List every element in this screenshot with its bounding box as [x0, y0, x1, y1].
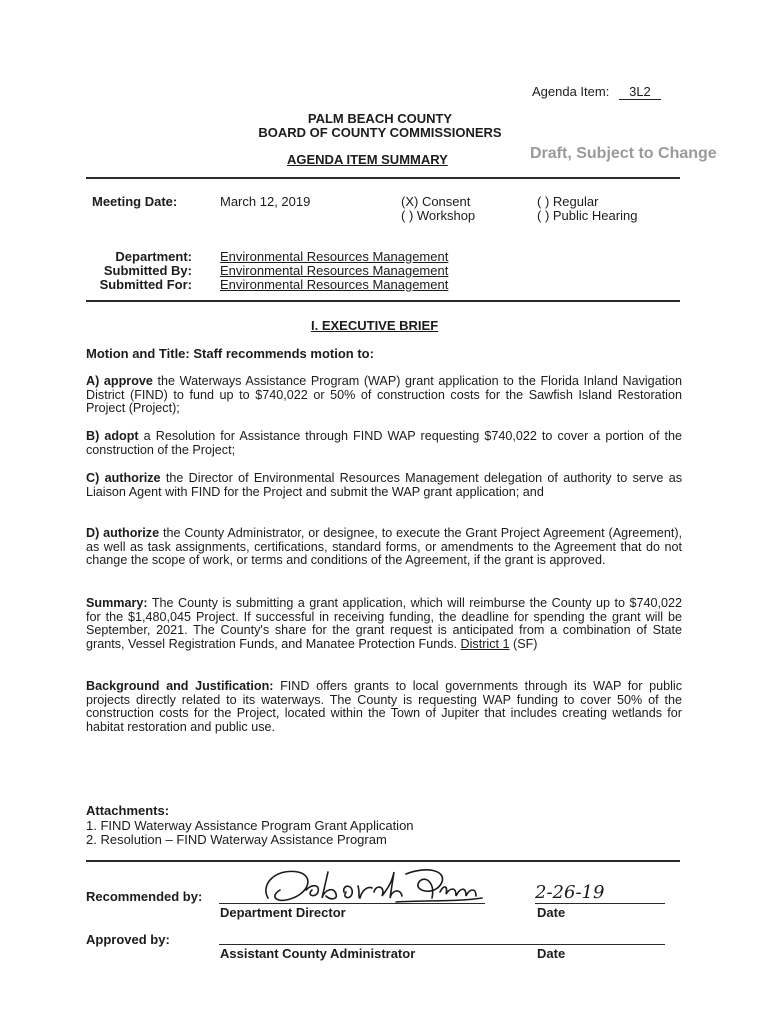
handwritten-signature	[246, 862, 486, 910]
summary-paragraph: Summary: The County is submitting a grant application, which will reimburse the County up to $740,022 for the $1,480,045 Project. If successful in receiving funding, the deadline for spending the grant will be September, 2021. The County's share for the grant request is anticipated from a combination of State grants, Vessel Registration Funds, and Manatee Protection Funds. District 1 (SF)	[86, 596, 682, 651]
director-date-value: 2-26-19	[535, 882, 605, 903]
assistant-admin-label: Assistant County Administrator	[220, 946, 416, 961]
district-link: District 1	[460, 636, 510, 651]
motion-c: C) authorize the Director of Environmental Resources Management delegation of authority to serve as Liaison Agent with FIND for the Project and submit the WAP grant application; and	[86, 471, 682, 499]
submitted-for-label: Submitted For:	[99, 277, 192, 292]
submitted-by-value: Environmental Resources Management	[220, 263, 449, 278]
director-date-line	[535, 903, 665, 904]
meeting-date-label: Meeting Date:	[92, 194, 178, 209]
agenda-item-label: Agenda Item:	[532, 84, 610, 99]
motion-a: A) approve the Waterways Assistance Program (WAP) grant application to the Florida Inland Navigation District (FIND) to fund up to $740,022 or 50% of construction costs for the Sawfish Island Restoration Project (Project);	[86, 374, 682, 416]
department-label: Department:	[115, 249, 192, 264]
regular-option: ( ) Regular	[537, 194, 599, 209]
agenda-item-number: 3L2	[619, 84, 661, 100]
submitted-by-label: Submitted By:	[103, 263, 192, 278]
department-director-label: Department Director	[220, 905, 346, 920]
admin-date-label: Date	[537, 946, 566, 961]
attachments-title: Attachments:	[86, 803, 170, 818]
public-hearing-option: ( ) Public Hearing	[537, 208, 638, 223]
approved-by-label: Approved by:	[86, 932, 170, 947]
motion-b: B) adopt a Resolution for Assistance through FIND WAP requesting $740,022 to cover a portion of the construction of the Project;	[86, 429, 682, 457]
background-paragraph: Background and Justification: FIND offers grants to local governments through its WAP for public projects directly related to its waterways. The County is requesting WAP funding to cover 50% of the construction costs for the Project, located within the Town of Jupiter that includes creating wetlands for habitat restoration and public use.	[86, 679, 682, 734]
divider	[86, 177, 680, 179]
attachment-item: 1. FIND Waterway Assistance Program Grant Application	[86, 818, 414, 833]
consent-option: (X) Consent	[401, 194, 471, 209]
board-name: BOARD OF COUNTY COMMISSIONERS	[258, 125, 502, 140]
director-date-label: Date	[537, 905, 566, 920]
submitted-for-value: Environmental Resources Management	[220, 277, 449, 292]
workshop-option: ( ) Workshop	[401, 208, 476, 223]
draft-stamp: Draft, Subject to Change	[530, 145, 717, 162]
summary-title: AGENDA ITEM SUMMARY	[287, 152, 448, 167]
agenda-item	[532, 84, 661, 100]
admin-signature-line	[219, 944, 665, 945]
executive-brief-title: I. EXECUTIVE BRIEF	[311, 318, 439, 333]
meeting-date-value: March 12, 2019	[220, 194, 311, 209]
recommended-by-label: Recommended by:	[86, 889, 203, 904]
county-name: PALM BEACH COUNTY	[307, 111, 453, 126]
motion-title: Motion and Title: Staff recommends motion to:	[86, 346, 374, 361]
divider	[86, 300, 680, 302]
motion-d: D) authorize the County Administrator, or designee, to execute the Grant Project Agreement (Agreement), as well as task assignments, certifications, standard forms, or amendments to the Agreement that do not change the scope of work, or terms and conditions of the Agreement, if the grant is approved.	[86, 526, 683, 568]
department-value: Environmental Resources Management	[220, 249, 449, 264]
attachment-item: 2. Resolution – FIND Waterway Assistance Program	[86, 832, 387, 847]
